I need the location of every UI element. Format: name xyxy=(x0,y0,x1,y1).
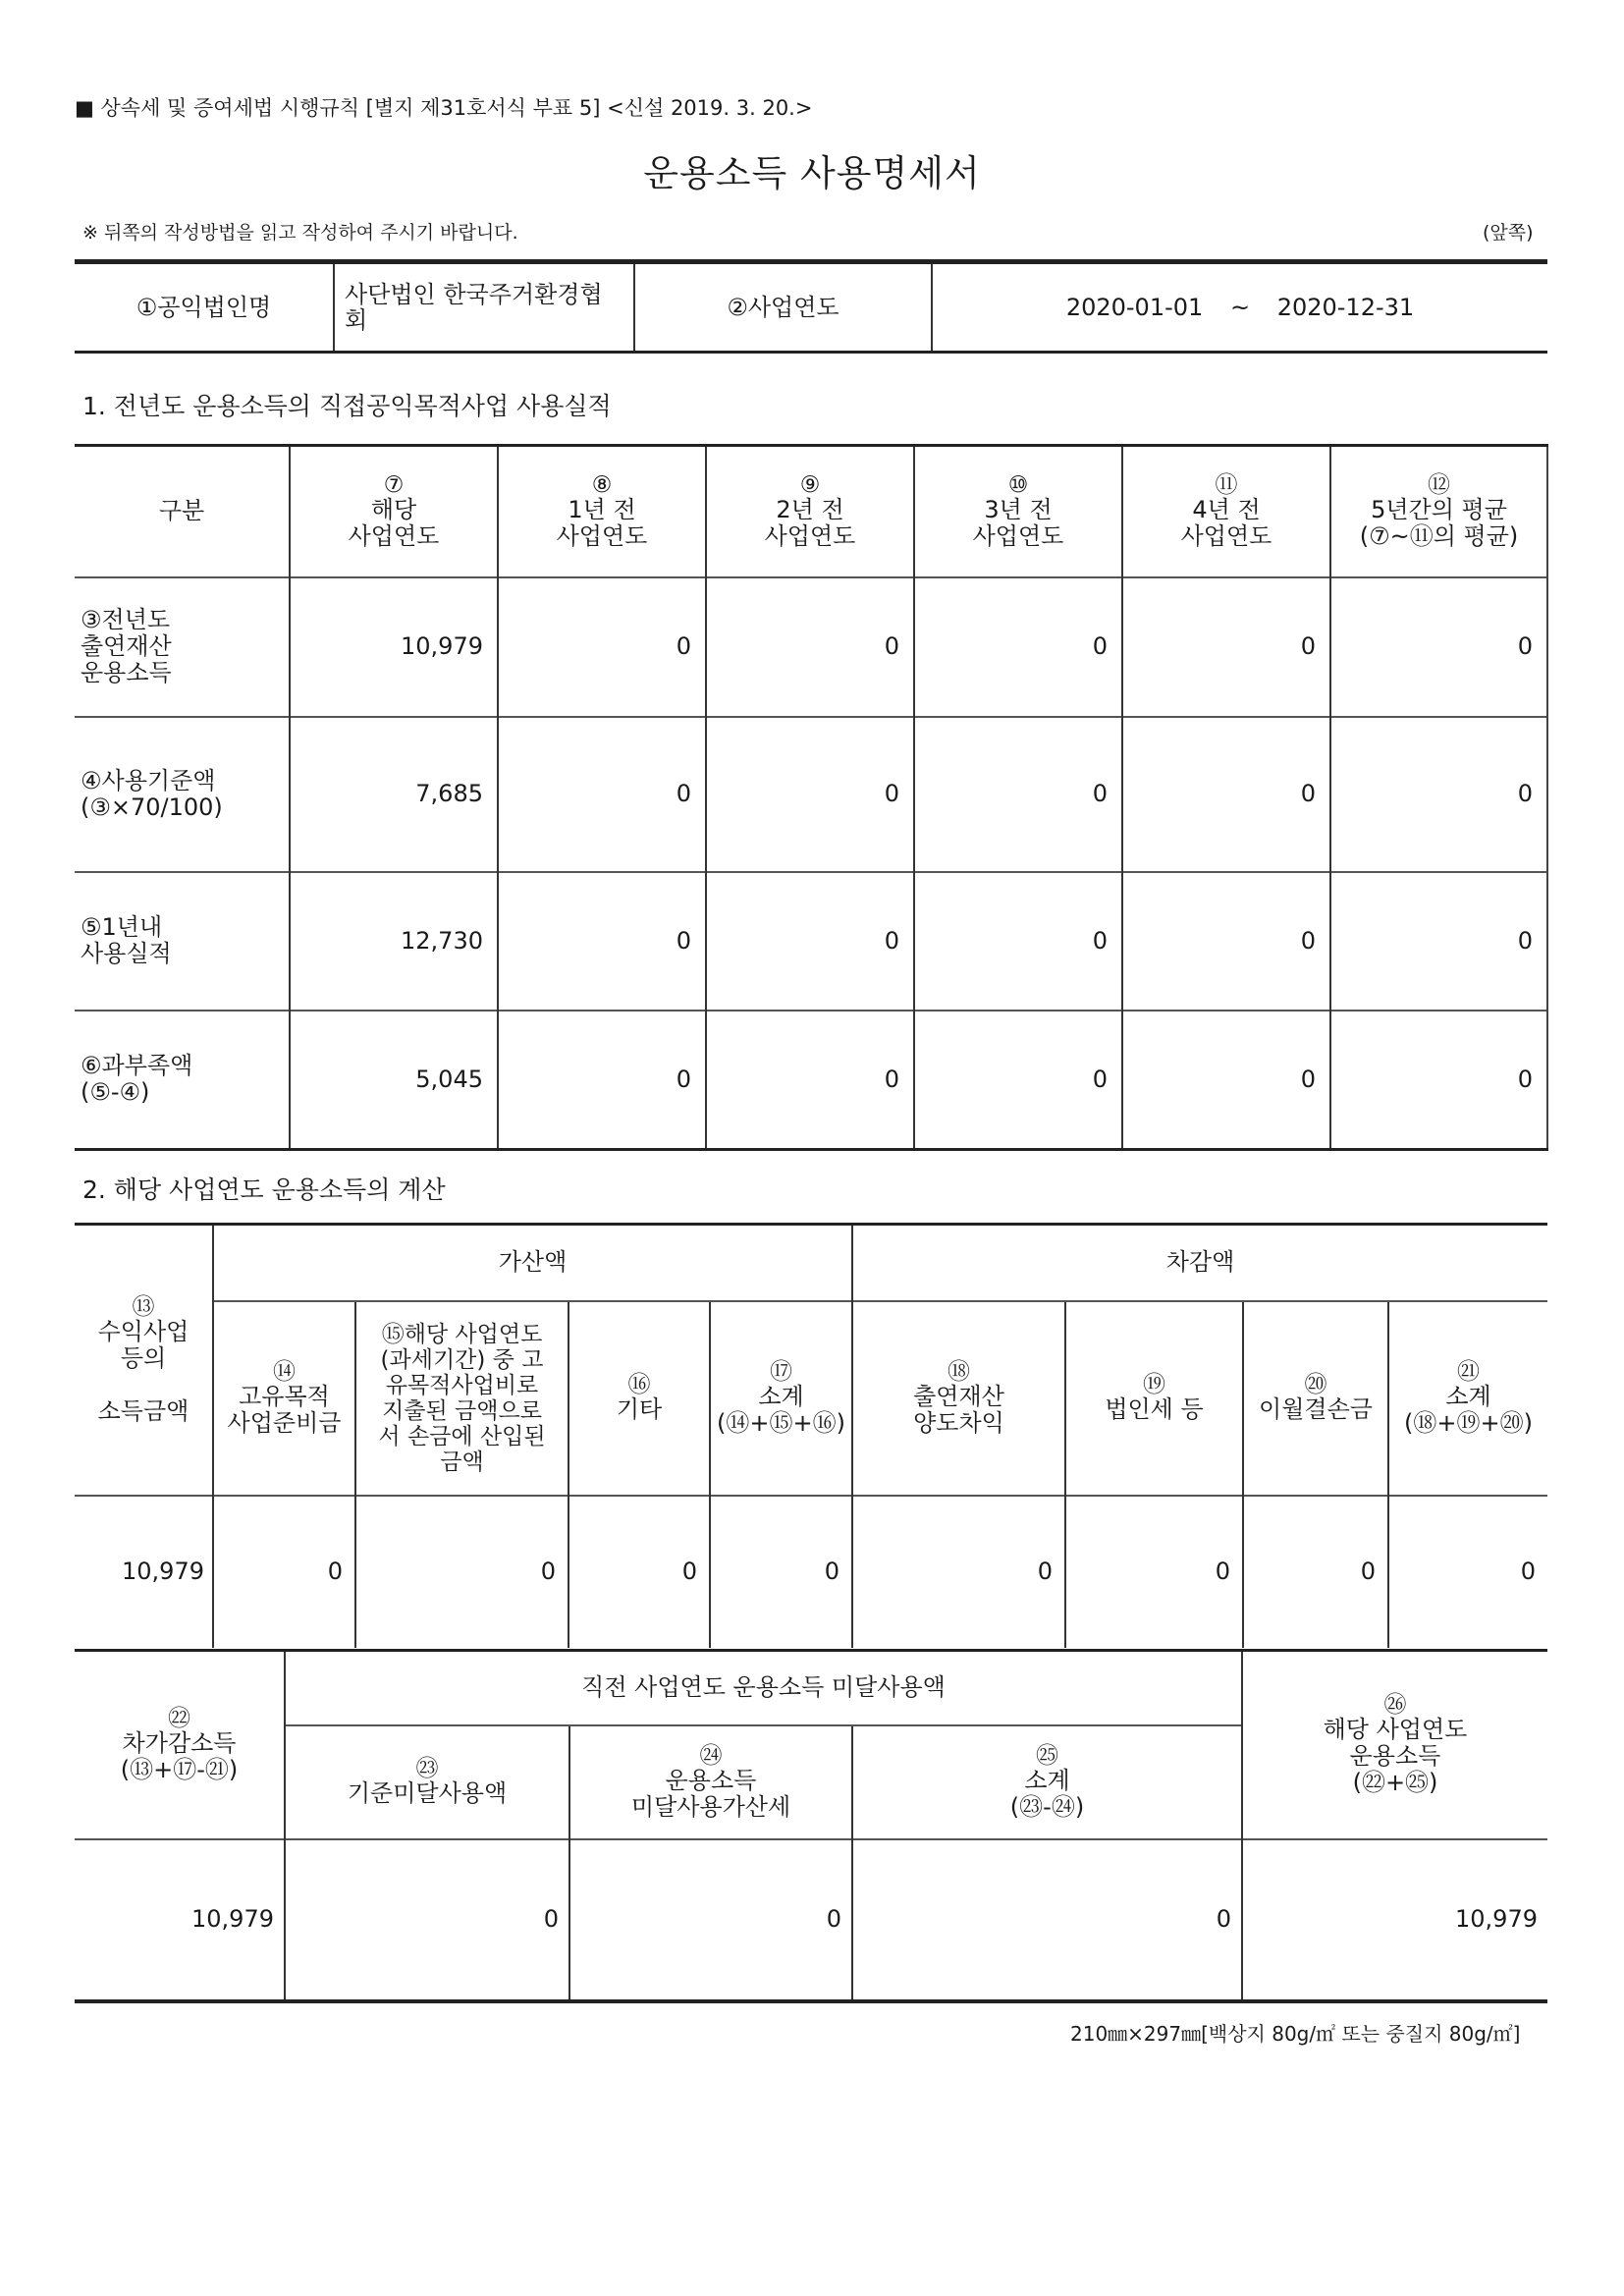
cell-value: 5,045 xyxy=(290,1011,498,1150)
cell-value: 0 xyxy=(1330,717,1547,872)
col-header-1year-prior: ⑧ 1년 전 사업연도 xyxy=(498,446,706,577)
col-header-add-subtotal: ⑰ 소계 (⑭+⑮+⑯) xyxy=(710,1301,852,1496)
row-label: ⑤1년내 사용실적 xyxy=(75,872,290,1011)
cell-value: 0 xyxy=(1330,872,1547,1011)
cell-value: 10,979 xyxy=(290,577,498,717)
col-header-penalty-tax: ㉔ 운용소득 미달사용가산세 xyxy=(569,1725,852,1839)
cell-value: 10,979 xyxy=(75,1496,213,1648)
cell-value: 0 xyxy=(498,1011,706,1150)
cell-value: 0 xyxy=(285,1839,569,2001)
cell-value: 0 xyxy=(914,872,1122,1011)
cell-value: 0 xyxy=(914,1011,1122,1150)
cell-value: 12,730 xyxy=(290,872,498,1011)
paper-spec-footer: 210㎜×297㎜[백상지 80g/㎡ 또는 중질지 80g/㎡] xyxy=(1070,2022,1521,2046)
cell-value: 10,979 xyxy=(75,1839,285,2001)
cell-value: 0 xyxy=(569,1839,852,2001)
cell-value: 0 xyxy=(706,1011,914,1150)
col-header-3year-prior: ⑩ 3년 전 사업연도 xyxy=(914,446,1122,577)
row-label: ④사용기준액 (③×70/100) xyxy=(75,717,290,872)
table-row xyxy=(75,1839,1547,2001)
cell-value: 0 xyxy=(1330,1011,1547,1150)
law-reference: ■ 상속세 및 증여세법 시행규칙 [별지 제31호서식 부표 5] <신설 2019. 3. 20.> xyxy=(75,96,813,120)
col-header-expenditure: ⑮해당 사업연도 (과세기간) 중 고 유목적사업비로 지출된 금액으로 서 손금에 산입된 금액 xyxy=(355,1301,568,1496)
year-separator: ~ xyxy=(1229,293,1251,321)
cell-value: 0 xyxy=(710,1496,852,1648)
corp-name-label: ①공익법인명 xyxy=(135,293,272,321)
cell-value: 0 xyxy=(1388,1496,1547,1648)
net-income-table xyxy=(75,1649,1547,2003)
cell-value: 0 xyxy=(1330,577,1547,717)
cell-value: 7,685 xyxy=(290,717,498,872)
col-header-unused-subtotal: ㉕ 소계 (㉓-㉔) xyxy=(852,1725,1242,1839)
col-header-2year-prior: ⑨ 2년 전 사업연도 xyxy=(706,446,914,577)
business-year-value xyxy=(932,262,1547,353)
corp-name-value: 사단법인 한국주거환경협 회 xyxy=(334,262,634,353)
col-header-4year-prior: ⑪ 4년 전 사업연도 xyxy=(1122,446,1330,577)
category-header: 구분 xyxy=(158,497,205,525)
usage-performance-table xyxy=(75,444,1548,1151)
col-header-other: ⑯ 기타 xyxy=(568,1301,710,1496)
col-header-corporate-tax: ⑲ 법인세 등 xyxy=(1065,1301,1243,1496)
table-row xyxy=(75,872,1547,1011)
income-calculation-table xyxy=(75,1223,1547,1648)
section2-title: 2. 해당 사업연도 운용소득의 계산 xyxy=(82,1175,446,1204)
cell-value: 0 xyxy=(498,872,706,1011)
unused-amount-header: 직전 사업연도 운용소득 미달사용액 xyxy=(285,1651,1242,1725)
final-income-header: ㉖ 해당 사업연도 운용소득 (㉒+㉕) xyxy=(1242,1651,1547,1839)
cell-value: 0 xyxy=(498,577,706,717)
cell-value: 0 xyxy=(1122,577,1330,717)
deduction-header: 차감액 xyxy=(852,1225,1547,1301)
col-header-reserve: ⑭ 고유목적 사업준비금 xyxy=(213,1301,355,1496)
col-header-carryover-loss: ⑳ 이월결손금 xyxy=(1243,1301,1388,1496)
instruction-note: ※ 뒤쪽의 작성방법을 읽고 작성하여 주시기 바랍니다. xyxy=(82,222,518,244)
net-income-header: ㉒ 차가감소득 (⑬+⑰-㉑) xyxy=(120,1705,239,1783)
cell-value: 0 xyxy=(213,1496,355,1648)
col-header-current-year: ⑦ 해당 사업연도 xyxy=(290,446,498,577)
cell-value: 0 xyxy=(355,1496,568,1648)
page-side-label: (앞쪽) xyxy=(1483,222,1534,244)
cell-value: 0 xyxy=(706,872,914,1011)
col-header-sub-subtotal: ㉑ 소계 (⑱+⑲+⑳) xyxy=(1388,1301,1547,1496)
cell-value: 0 xyxy=(1122,1011,1330,1150)
row-label: ⑥과부족액 (⑤-④) xyxy=(75,1011,290,1150)
cell-value: 0 xyxy=(706,577,914,717)
cell-value: 0 xyxy=(1122,717,1330,872)
table-row xyxy=(75,1496,1547,1648)
cell-value: 0 xyxy=(852,1496,1065,1648)
cell-value: 0 xyxy=(1243,1496,1388,1648)
table-row xyxy=(75,717,1547,872)
col-header-5year-average: ⑫ 5년간의 평균 (⑦~⑪의 평균) xyxy=(1330,446,1547,577)
cell-value: 0 xyxy=(914,717,1122,872)
cell-value: 10,979 xyxy=(1242,1839,1547,2001)
cell-value: 0 xyxy=(706,717,914,872)
table-row xyxy=(75,1011,1547,1150)
col-header-shortfall: ㉓ 기준미달사용액 xyxy=(285,1725,569,1839)
business-year-label: ②사업연도 xyxy=(634,262,932,353)
cell-value: 0 xyxy=(498,717,706,872)
year-end: 2020-12-31 xyxy=(1276,293,1415,321)
cell-value: 0 xyxy=(1122,872,1330,1011)
corporation-info-table xyxy=(75,259,1547,354)
cell-value: 0 xyxy=(914,577,1122,717)
cell-value: 0 xyxy=(852,1839,1242,2001)
cell-value: 0 xyxy=(568,1496,710,1648)
row-label: ③전년도 출연재산 운용소득 xyxy=(75,577,290,717)
year-start: 2020-01-01 xyxy=(1065,293,1204,321)
col-header-transfer-gain: ⑱ 출연재산 양도차익 xyxy=(852,1301,1065,1496)
page-title: 운용소득 사용명세서 xyxy=(643,152,981,194)
income-amount-header: ⑬ 수익사업 등의 소득금액 xyxy=(97,1293,189,1425)
cell-value: 0 xyxy=(1065,1496,1243,1648)
addition-header: 가산액 xyxy=(213,1225,852,1301)
table-row xyxy=(75,577,1547,717)
section1-title: 1. 전년도 운용소득의 직접공익목적사업 사용실적 xyxy=(82,392,612,420)
